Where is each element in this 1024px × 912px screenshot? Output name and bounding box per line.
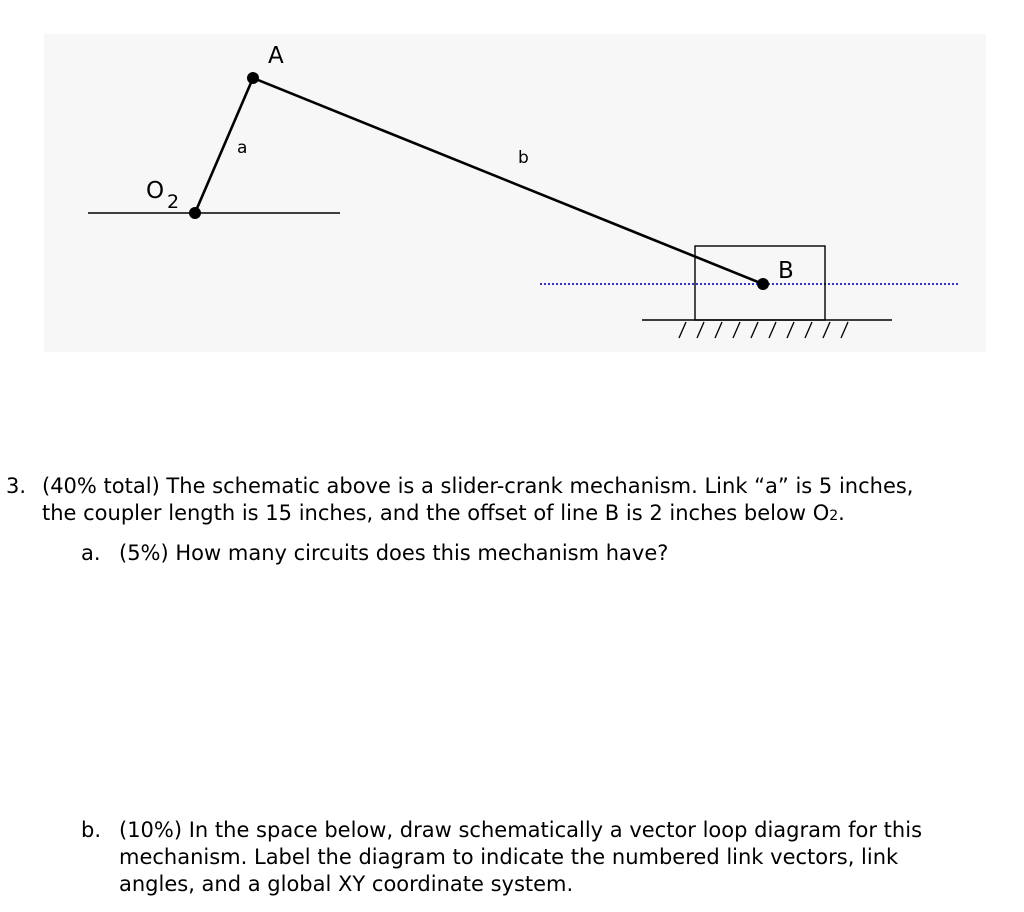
part-a-letter: a. [81, 541, 101, 565]
part-b-line-3: angles, and a global XY coordinate system. [119, 872, 574, 896]
label-ground-o2: O [146, 178, 165, 204]
part-b-text [119, 817, 1019, 898]
part-b-letter: b. [81, 818, 102, 842]
label-ground-o2-subscript: 2 [167, 191, 180, 213]
part-a-text: (5%) How many circuits does this mechanism have? [119, 541, 669, 565]
problem-text [42, 473, 1022, 530]
label-link-a: a [237, 138, 248, 158]
label-point-a: A [268, 43, 284, 69]
label-point-b: B [778, 258, 794, 284]
problem-line-2-prefix: the coupler length is 15 inches, and the offset of line B is 2 inches below O [42, 501, 830, 525]
problem-number: 3. [6, 474, 27, 498]
part-b-line-1: (10%) In the space below, draw schematically a vector loop diagram for this [119, 818, 923, 842]
part-b-line-2: mechanism. Label the diagram to indicate the numbered link vectors, link [119, 845, 899, 869]
label-link-b: b [518, 148, 529, 168]
problem-line-2 [42, 500, 1022, 530]
pivot-b [757, 278, 769, 290]
slider-crank-diagram [0, 0, 1024, 380]
problem-line-2-suffix: . [838, 501, 845, 525]
problem-line-1: (40% total) The schematic above is a slider-crank mechanism. Link “a” is 5 inches, [42, 474, 914, 498]
pivot-a [247, 72, 259, 84]
problem-line-2-subscript: 2 [829, 508, 839, 524]
pivot-o2 [189, 207, 201, 219]
diagram-background [44, 34, 986, 352]
